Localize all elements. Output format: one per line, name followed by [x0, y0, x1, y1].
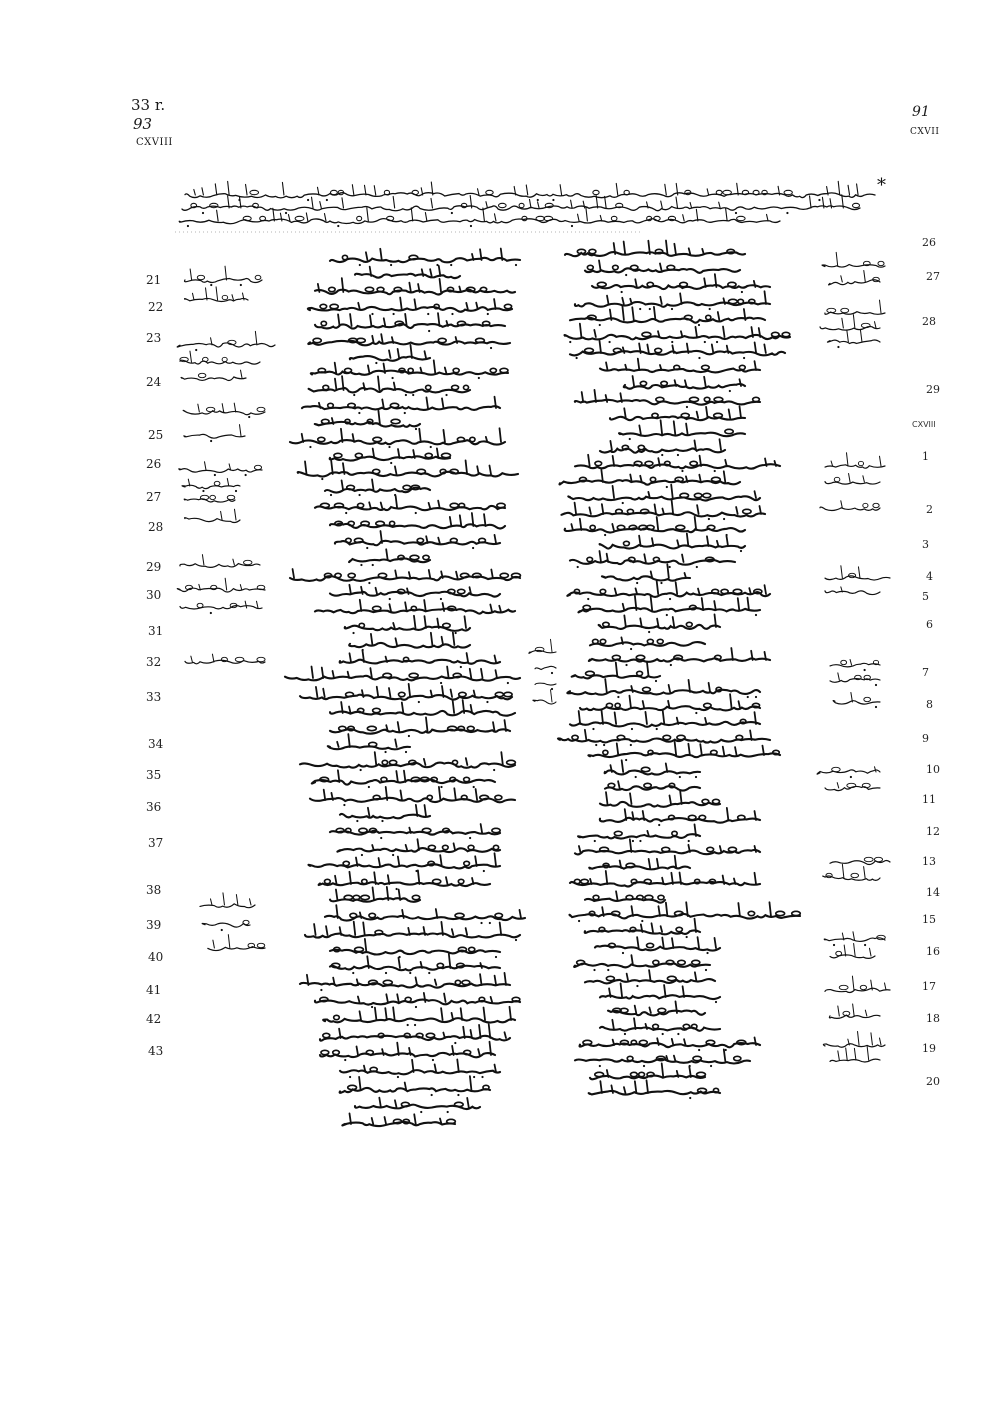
- left-column-line: [308, 297, 512, 315]
- left-column-line: [308, 853, 500, 872]
- right-column-line: [578, 824, 700, 842]
- left-page-number: 93: [133, 115, 153, 133]
- left-column-line: [308, 334, 510, 349]
- right-page-number: 91: [912, 104, 930, 120]
- left-column-line: [300, 752, 515, 771]
- right-margin-gloss: [830, 660, 880, 672]
- left-margin-gloss: [177, 578, 265, 592]
- left-column-line: [340, 1076, 490, 1096]
- right-margin-gloss: [824, 932, 885, 946]
- right-column-line: [600, 359, 760, 373]
- verse-number-right: 9: [922, 732, 929, 745]
- right-margin-gloss: [820, 315, 880, 331]
- verse-number-left: 34: [148, 737, 164, 751]
- right-column-line: [605, 760, 700, 778]
- verse-number-left: 24: [146, 375, 162, 389]
- left-column-line: [330, 249, 520, 267]
- left-column-line: [315, 496, 505, 514]
- left-margin-gloss: [184, 495, 235, 502]
- verse-number-right: 11: [922, 793, 936, 806]
- right-margin-gloss: [829, 271, 880, 285]
- left-column-line: [320, 1024, 510, 1044]
- right-column-line: [561, 500, 765, 520]
- right-margin-gloss: [830, 1047, 880, 1062]
- right-column-line: [567, 581, 770, 600]
- left-margin-gloss: [180, 601, 262, 614]
- verse-number-left: 32: [146, 655, 162, 669]
- right-margin-gloss: [825, 453, 885, 468]
- right-margin-gloss: [823, 864, 880, 880]
- verse-number-right: 15: [922, 913, 936, 926]
- right-column-line: [574, 955, 710, 971]
- right-margin-gloss: [820, 501, 880, 511]
- left-margin-gloss: [185, 287, 248, 302]
- verse-number-right: 7: [922, 666, 929, 679]
- verse-number-right: 2: [926, 503, 933, 516]
- right-column-line: [600, 808, 760, 826]
- right-column-line: [599, 614, 720, 633]
- left-column-line: [325, 905, 525, 924]
- right-column-line: [585, 891, 665, 902]
- right-column-line: [570, 306, 765, 326]
- right-column-line: [600, 791, 720, 807]
- right-column-line: [570, 341, 785, 359]
- right-column-line: [570, 871, 760, 887]
- verse-number-right: 8: [926, 698, 933, 711]
- right-column-line: [600, 983, 720, 1003]
- verse-number-left: 25: [148, 428, 164, 442]
- left-column-line: [350, 345, 430, 364]
- right-column-line: [590, 637, 705, 650]
- right-column-line: [585, 970, 715, 987]
- right-column-line: [595, 937, 720, 954]
- right-column-line: [558, 730, 770, 746]
- left-column-line: [298, 460, 518, 480]
- verse-number-right: 1: [922, 450, 929, 463]
- left-column-line: [340, 805, 430, 822]
- verse-number-right: 19: [922, 1042, 936, 1055]
- verse-number-right: 5: [922, 590, 929, 603]
- right-column-line: [602, 564, 690, 584]
- left-column-line: [330, 513, 505, 528]
- section-numeral-margin: CXVIII: [912, 420, 936, 429]
- left-column-line: [323, 1007, 515, 1026]
- verse-number-right: 27: [926, 270, 940, 283]
- left-margin-gloss: [180, 555, 260, 568]
- verse-number-left: 27: [146, 490, 162, 504]
- marginal-note-line: [185, 181, 875, 201]
- left-margin-gloss: [208, 935, 265, 951]
- verse-number-left: 31: [148, 624, 164, 638]
- right-column-line: [610, 406, 745, 420]
- left-column-line: [302, 397, 500, 414]
- verse-number-right: 13: [922, 855, 936, 868]
- left-margin-gloss: [181, 370, 246, 380]
- verse-number-right: 10: [926, 763, 940, 776]
- verse-number-left: 42: [146, 1012, 162, 1026]
- right-column-line: [608, 1001, 705, 1015]
- right-column-line: [575, 839, 760, 854]
- left-column-line: [320, 1042, 495, 1061]
- left-column-line: [330, 448, 451, 464]
- verse-number-left: 39: [146, 918, 162, 932]
- left-column-line: [355, 266, 460, 278]
- right-margin-gloss: [830, 944, 875, 959]
- right-column-line: [600, 533, 745, 552]
- right-margin-gloss: [822, 252, 885, 267]
- left-column-line: [309, 376, 470, 396]
- right-column-line: [568, 485, 760, 504]
- verse-number-right: 16: [926, 945, 940, 958]
- left-column-line: [315, 993, 520, 1008]
- left-column-line: [355, 1098, 480, 1113]
- left-column-line: [330, 824, 500, 839]
- verse-number-right: 14: [926, 886, 940, 899]
- left-column-line: [315, 278, 515, 294]
- right-margin-gloss: [825, 473, 880, 484]
- gutter-gloss: [533, 690, 556, 704]
- right-margin-gloss: [830, 857, 890, 864]
- right-column-line: [575, 455, 780, 472]
- left-margin-gloss: [183, 403, 265, 418]
- left-column-line: [285, 667, 520, 685]
- verse-number-left: 30: [146, 588, 162, 602]
- right-column-line: [565, 240, 745, 256]
- left-margin-gloss: [180, 351, 260, 364]
- verse-number-left: 28: [148, 520, 164, 534]
- asterisk-mark: *: [877, 175, 886, 196]
- right-column-line: [624, 376, 745, 392]
- left-column-line: [330, 954, 500, 974]
- right-column-line: [575, 291, 770, 310]
- left-margin-gloss: [185, 509, 240, 522]
- verse-number-left: 33: [146, 690, 162, 704]
- left-column-line: [345, 616, 470, 634]
- right-column-line: [592, 274, 770, 293]
- left-column-line: [328, 734, 410, 753]
- verse-number-right: 26: [922, 236, 936, 249]
- left-column-line: [340, 1059, 500, 1078]
- right-margin-gloss: [829, 1004, 880, 1018]
- verse-number-right: 20: [926, 1075, 940, 1088]
- verse-number-left: 26: [146, 457, 162, 471]
- left-column-line: [349, 632, 470, 651]
- right-margin-gloss: [825, 976, 890, 992]
- right-column-line: [589, 856, 690, 870]
- right-column-line: [600, 439, 725, 456]
- left-column-line: [290, 569, 520, 584]
- verse-number-left: 22: [148, 300, 164, 314]
- right-column-line: [600, 1018, 720, 1035]
- verse-number-left: 21: [146, 273, 162, 287]
- left-column-line: [315, 600, 515, 614]
- left-margin-gloss: [184, 266, 262, 286]
- right-column-line: [619, 420, 745, 440]
- left-column-line: [300, 684, 512, 703]
- right-column-line: [605, 781, 700, 790]
- gutter-gloss: [535, 683, 556, 690]
- left-column-line: [311, 360, 508, 379]
- left-column-line: [335, 531, 500, 549]
- right-column-line: [559, 470, 740, 489]
- left-column-line: [330, 585, 500, 600]
- left-column-line: [349, 549, 430, 566]
- verse-number-right: 29: [926, 383, 940, 396]
- left-margin-gloss: [177, 331, 275, 351]
- left-section-numeral: CXVIII: [136, 137, 173, 148]
- verse-number-left: 43: [148, 1044, 164, 1058]
- right-margin-gloss: [833, 692, 880, 708]
- right-column-line: [589, 1080, 720, 1099]
- right-column-line: [570, 551, 735, 568]
- marginal-note-line: [179, 208, 780, 228]
- right-column-line: [588, 742, 780, 761]
- right-margin-gloss: [823, 1031, 885, 1047]
- left-margin-gloss: [185, 654, 265, 664]
- left-column-line: [325, 479, 430, 496]
- right-column-line: [590, 1063, 705, 1079]
- folio-number: 33 r.: [131, 96, 166, 114]
- verse-number-left: 41: [146, 983, 162, 997]
- verse-number-right: 18: [926, 1012, 940, 1025]
- right-column-line: [570, 710, 760, 730]
- right-section-numeral: CXVII: [910, 127, 940, 137]
- gutter-gloss: [529, 639, 556, 653]
- right-column-line: [580, 694, 760, 714]
- right-column-line: [565, 324, 790, 343]
- right-column-line: [565, 517, 745, 536]
- verse-number-right: 6: [926, 618, 933, 631]
- left-column-line: [300, 973, 510, 991]
- right-column-line: [585, 260, 740, 276]
- left-column-line: [330, 939, 500, 958]
- verse-number-right: 3: [922, 538, 929, 551]
- verse-number-left: 38: [146, 883, 162, 897]
- left-margin-gloss: [179, 462, 262, 476]
- right-column-line: [569, 902, 800, 922]
- left-column-line: [330, 717, 510, 737]
- verse-number-right: 12: [926, 825, 940, 838]
- left-column-line: [342, 1113, 455, 1126]
- left-column-line: [340, 650, 500, 668]
- left-column-line: [305, 922, 520, 941]
- left-column-line: [319, 870, 490, 890]
- right-margin-gloss: [825, 587, 880, 595]
- right-column-line: [572, 662, 660, 682]
- left-margin-gloss: [200, 893, 255, 908]
- left-column-line: [312, 770, 495, 788]
- right-column-line: [580, 1037, 760, 1051]
- right-margin-gloss: [825, 783, 880, 791]
- left-column-line: [315, 313, 505, 332]
- right-margin-gloss: [817, 767, 880, 778]
- right-column-line: [575, 390, 760, 408]
- left-margin-gloss: [202, 920, 250, 931]
- verse-number-right: 4: [926, 570, 933, 583]
- left-margin-gloss: [182, 478, 240, 492]
- left-column-line: [337, 839, 500, 856]
- verse-number-left: 35: [146, 768, 162, 782]
- left-margin-gloss: [184, 425, 245, 442]
- right-margin-gloss: [825, 566, 890, 580]
- verse-number-left: 36: [146, 800, 162, 814]
- left-column-line: [330, 887, 420, 902]
- verse-number-left: 37: [148, 836, 164, 850]
- verse-number-right: 28: [922, 315, 936, 328]
- left-column-line: [310, 787, 515, 806]
- right-column-line: [567, 679, 760, 698]
- right-margin-gloss: [827, 330, 880, 348]
- left-column-line: [290, 428, 505, 448]
- gutter-gloss: [535, 666, 556, 674]
- verse-number-left: 23: [146, 331, 162, 345]
- verse-number-right: 17: [922, 980, 936, 993]
- right-margin-gloss: [830, 673, 880, 686]
- verse-number-left: 29: [146, 560, 162, 574]
- right-margin-gloss: [825, 300, 885, 314]
- verse-number-left: 40: [148, 950, 164, 964]
